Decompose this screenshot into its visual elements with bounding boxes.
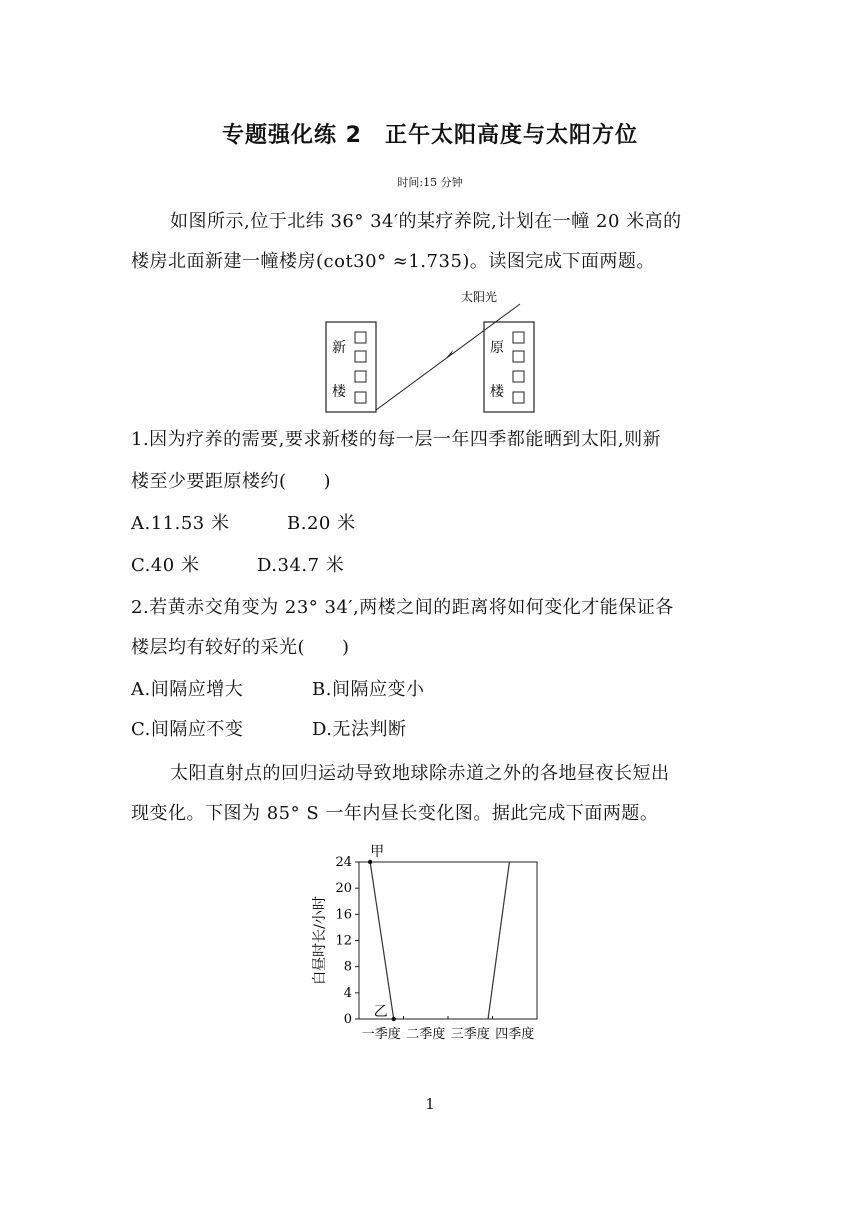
y-tick-label: 12 bbox=[335, 933, 352, 949]
y-tick-label: 4 bbox=[343, 985, 352, 1001]
new-building-label-1: 新 bbox=[332, 340, 346, 356]
building-sunlight-figure bbox=[320, 284, 560, 416]
y-tick-label: 8 bbox=[343, 959, 352, 975]
x-category-label: 三季度 bbox=[450, 1027, 490, 1042]
series-line bbox=[370, 862, 394, 1019]
q1-option-d: D.34.7 米 bbox=[257, 555, 345, 576]
q2-option-d: D.无法判断 bbox=[312, 719, 407, 740]
q1-option-b: B.20 米 bbox=[287, 513, 356, 534]
q2-option-b: B.间隔应变小 bbox=[312, 679, 425, 700]
y-tick-label: 24 bbox=[335, 855, 352, 870]
new-building-windows bbox=[355, 332, 366, 403]
q1-line2: 楼至少要距原楼约( ) bbox=[131, 471, 332, 492]
q2-option-a: A.间隔应增大 bbox=[131, 679, 244, 700]
q2-line2: 楼层均有较好的采光( ) bbox=[131, 637, 350, 658]
plot-frame bbox=[359, 862, 537, 1019]
q1-line1: 1.因为疗养的需要,要求新楼的每一层一年四季都能晒到太阳,则新 bbox=[131, 429, 662, 450]
annotation-point bbox=[368, 860, 372, 864]
intro1-line1: 如图所示,位于北纬 36° 34′的某疗养院,计划在一幢 20 米高的 bbox=[170, 211, 682, 232]
intro1-line2: 楼房北面新建一幢楼房(cot30° ≈1.735)。读图完成下面两题。 bbox=[131, 251, 655, 272]
sunlight-label: 太阳光 bbox=[461, 290, 498, 304]
q2-line1: 2.若黄赤交角变为 23° 34′,两楼之间的距离将如何变化才能保证各 bbox=[131, 597, 674, 618]
y-tick-label: 20 bbox=[335, 881, 352, 897]
day-length-chart bbox=[300, 838, 560, 1050]
page-number: 1 bbox=[425, 1095, 435, 1113]
annotation-point bbox=[392, 1017, 396, 1021]
annotation-label: 甲 bbox=[370, 844, 385, 860]
new-building-label-2: 楼 bbox=[332, 384, 346, 400]
old-building-label-1: 原 bbox=[490, 340, 504, 356]
q1-option-c: C.40 米 bbox=[131, 555, 200, 576]
time-limit: 时间:15 分钟 bbox=[397, 176, 463, 189]
x-category-label: 四季度 bbox=[495, 1027, 535, 1042]
y-tick-label: 0 bbox=[343, 1012, 352, 1027]
x-category-label: 二季度 bbox=[406, 1027, 446, 1042]
intro2-line2: 现变化。下图为 85° S 一年内昼长变化图。据此完成下面两题。 bbox=[131, 803, 659, 824]
x-category-label: 一季度 bbox=[361, 1027, 401, 1042]
series-line bbox=[488, 862, 509, 1019]
old-building-windows bbox=[513, 332, 524, 403]
intro2-line1: 太阳直射点的回归运动导致地球除赤道之外的各地昼夜长短出 bbox=[170, 763, 670, 784]
y-tick-label: 16 bbox=[335, 907, 352, 923]
old-building-label-2: 楼 bbox=[490, 384, 504, 400]
y-axis-label: 白昼时长/小时 bbox=[312, 896, 328, 985]
q1-option-a: A.11.53 米 bbox=[131, 513, 230, 534]
q2-option-c: C.间隔应不变 bbox=[131, 719, 244, 740]
annotation-label: 乙 bbox=[373, 1004, 388, 1020]
page-title: 专题强化练 2 正午太阳高度与太阳方位 bbox=[222, 123, 638, 148]
